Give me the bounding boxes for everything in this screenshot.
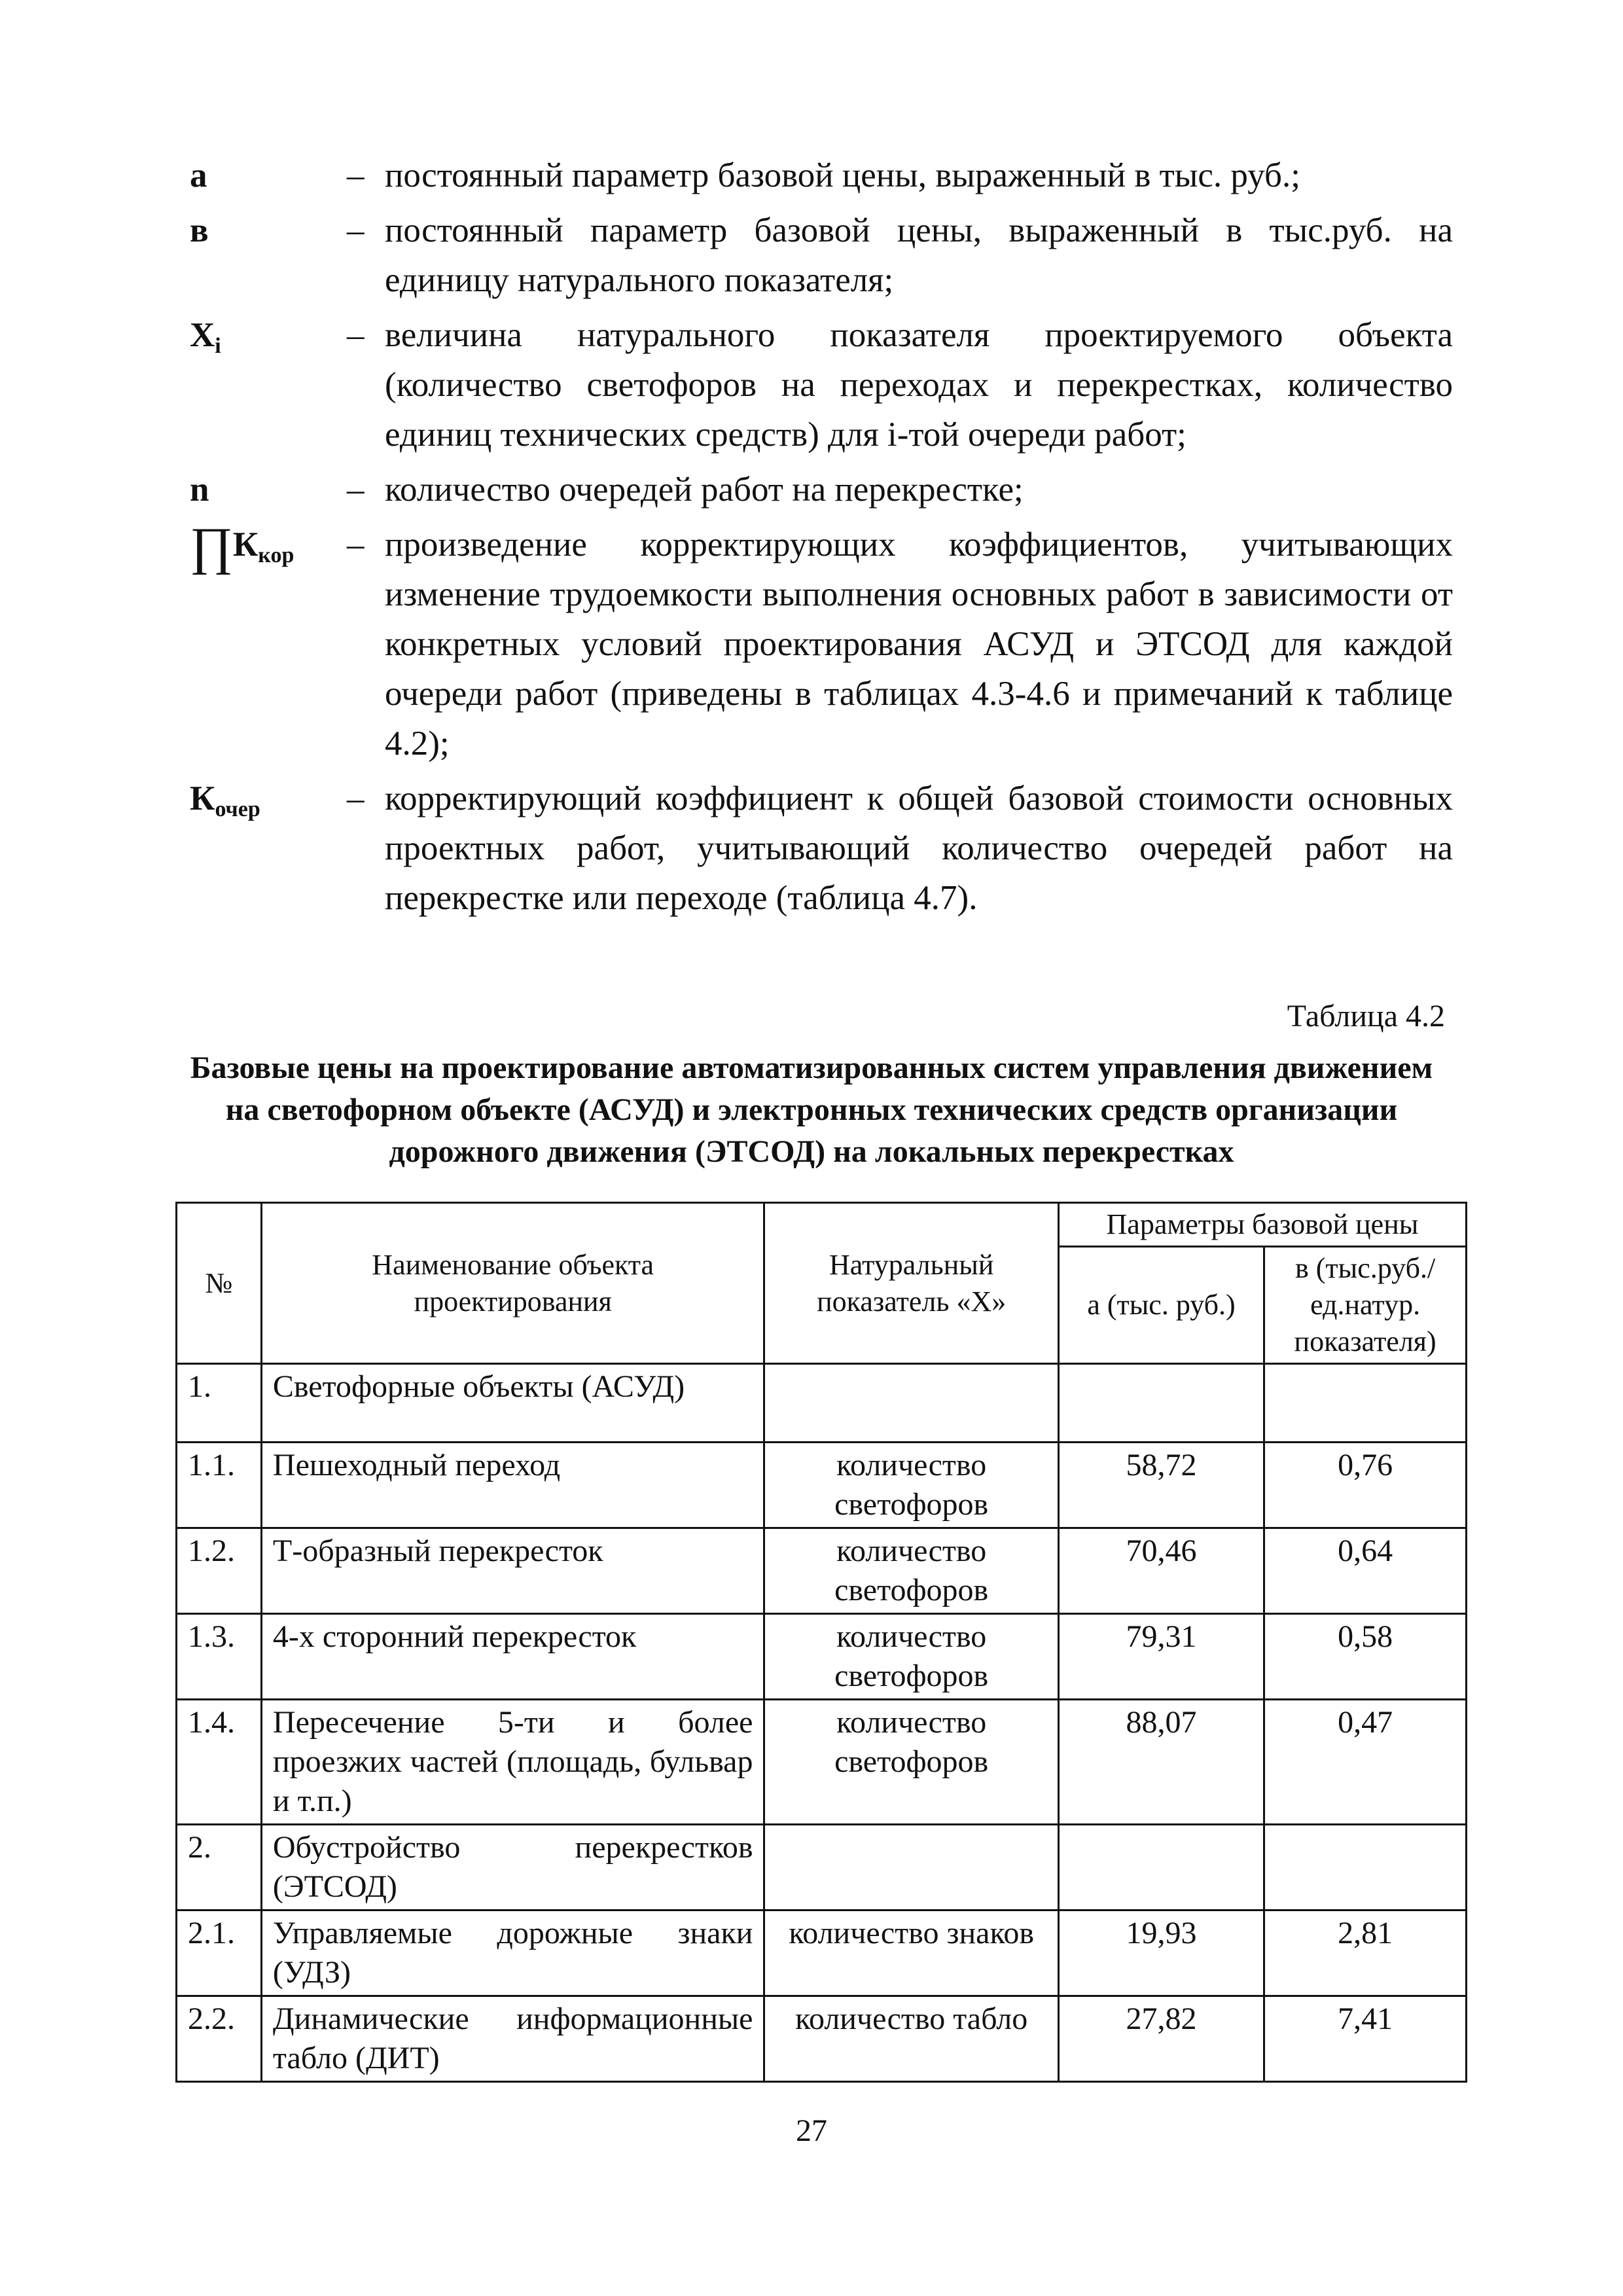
definition-text: постоянный параметр базовой цены, выраженный в тыс.руб. на единицу натурального показателя; (385, 211, 1453, 299)
cell-b (1264, 1825, 1467, 1910)
definition-symbol: $\prod К_{кор}$ (190, 518, 294, 575)
cell-indicator: количество табло (764, 1996, 1058, 2082)
definition-item (190, 520, 1453, 768)
definition-symbol: $X_i$ (190, 316, 221, 358)
definition-item (190, 206, 1453, 305)
cell-b: 0,47 (1264, 1700, 1467, 1825)
cell-b: 7,41 (1264, 1996, 1467, 2082)
definition-dash: – (347, 316, 365, 354)
cell-num: 2.1. (177, 1910, 262, 1996)
definition-symbol: n (190, 471, 209, 509)
cell-name: Динамические информационные табло (ДИТ) (261, 1996, 764, 2082)
definition-text: количество очередей работ на перекрестке; (385, 471, 1024, 509)
definition-dash: – (347, 471, 365, 509)
cell-a: 27,82 (1058, 1996, 1264, 2082)
cell-indicator: количество знаков (764, 1910, 1058, 1996)
cell-name: Управляемые дорожные знаки (УДЗ) (261, 1910, 764, 1996)
definition-symbol: $К_{очер}$ (190, 780, 260, 821)
definition-dash: – (347, 780, 365, 817)
header-a: а (тыс. руб.) (1058, 1247, 1264, 1364)
cell-b: 0,64 (1264, 1528, 1467, 1614)
cell-name: Обустройство перекрестков (ЭТСОД) (261, 1825, 764, 1910)
cell-num: 1. (177, 1364, 262, 1443)
definition-text: произведение корректирующих коэффициентов, учитывающих изменение трудоемкости выполнения основных работ в зависимости от конкретных условий проектирования АСУД и ЭТСОД для каждой очереди работ (приведены в таблицах 4.3-4.6 и примечаний к таблице 4.2); (385, 526, 1453, 762)
header-indicator: Натуральный показатель «Х» (764, 1203, 1058, 1364)
header-b: в (тыс.руб./ ед.натур. показателя) (1264, 1247, 1467, 1364)
cell-num: 1.2. (177, 1528, 262, 1614)
cell-indicator: количество светофоров (764, 1614, 1058, 1700)
cell-num: 2.2. (177, 1996, 262, 2082)
cell-name: Пешеходный переход (261, 1443, 764, 1528)
header-num: № (177, 1203, 262, 1364)
cell-b: 2,81 (1264, 1910, 1467, 1996)
definition-text: величина натурального показателя проектируемого объекта (количество светофоров на переходах и перекрестках, количество единиц технических средств) для i-той очереди работ; (385, 316, 1453, 454)
definition-symbol: в (190, 211, 209, 249)
table-title: Базовые цены на проектирование автоматизированных систем управления движением на светофорном объекте (АСУД) и электронных технических средств организации дорожного движения (ЭТСОД) на локальных перекрестках (190, 1050, 1433, 1169)
definition-item (190, 151, 1453, 200)
cell-name: Пересечение 5-ти и более проезжих частей (площадь, бульвар и т.п.) (261, 1700, 764, 1825)
table-header-row (177, 1203, 1467, 1247)
cell-a: 88,07 (1058, 1700, 1264, 1825)
table-row (177, 1996, 1467, 2082)
cell-b: 0,58 (1264, 1614, 1467, 1700)
definition-text: корректирующий коэффициент к общей базовой стоимости основных проектных работ, учитывающий количество очередей работ на перекрестке или переходе (таблица 4.7). (385, 780, 1453, 917)
definition-dash: – (347, 526, 365, 564)
table-row (177, 1825, 1467, 1910)
cell-a: 79,31 (1058, 1614, 1264, 1700)
table-row (177, 1910, 1467, 1996)
price-table (175, 1202, 1467, 2083)
definition-item (190, 310, 1453, 459)
definition-item (190, 465, 1453, 514)
header-name: Наименование объекта проектирования (261, 1203, 764, 1364)
cell-num: 1.3. (177, 1614, 262, 1700)
definition-symbol: а (190, 156, 207, 194)
cell-a (1058, 1364, 1264, 1443)
table-row (177, 1700, 1467, 1825)
definition-dash: – (347, 211, 365, 249)
cell-name: 4-х сторонний перекресток (261, 1614, 764, 1700)
table-row (177, 1443, 1467, 1528)
header-params: Параметры базовой цены (1058, 1203, 1466, 1247)
definitions-list (190, 151, 1453, 928)
table-caption: Таблица 4.2 (1287, 999, 1445, 1033)
cell-indicator (764, 1825, 1058, 1910)
cell-a: 70,46 (1058, 1528, 1264, 1614)
table-row (177, 1364, 1467, 1443)
cell-indicator: количество светофоров (764, 1528, 1058, 1614)
cell-b: 0,76 (1264, 1443, 1467, 1528)
cell-name: Светофорные объекты (АСУД) (261, 1364, 764, 1443)
table-row (177, 1614, 1467, 1700)
cell-a (1058, 1825, 1264, 1910)
cell-num: 1.4. (177, 1700, 262, 1825)
page-number: 27 (796, 2113, 827, 2148)
definition-item (190, 774, 1453, 923)
cell-a: 19,93 (1058, 1910, 1264, 1996)
cell-b (1264, 1364, 1467, 1443)
cell-num: 2. (177, 1825, 262, 1910)
cell-indicator (764, 1364, 1058, 1443)
definition-dash: – (347, 156, 365, 194)
product-sign-icon: ∏ (190, 518, 233, 575)
cell-indicator: количество светофоров (764, 1700, 1058, 1825)
cell-name: Т-образный перекресток (261, 1528, 764, 1614)
cell-indicator: количество светофоров (764, 1443, 1058, 1528)
cell-a: 58,72 (1058, 1443, 1264, 1528)
table-row (177, 1528, 1467, 1614)
definition-text: постоянный параметр базовой цены, выраженный в тыс. руб.; (385, 156, 1300, 194)
cell-num: 1.1. (177, 1443, 262, 1528)
